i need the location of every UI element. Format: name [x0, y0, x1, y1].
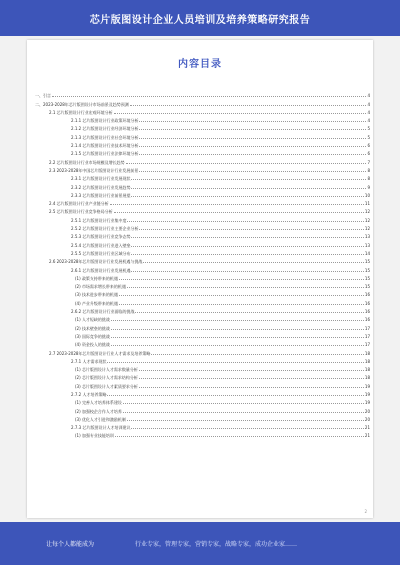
- toc-entry-page: 13: [364, 242, 370, 248]
- toc-entry-label: 2.1.5 芯片版图设计行业法律环境分析: [71, 151, 139, 157]
- toc-entry-label: 2.6.1 芯片版图设计行业发展机遇: [71, 267, 131, 273]
- toc-entry-label: 2.1.2 芯片版图设计行业经济环境分析: [71, 126, 139, 132]
- toc-title: 内容目录: [178, 59, 222, 70]
- toc-entry-label: 2.3 2023-2028年中国芯片版图设计行业发展前景: [49, 167, 139, 173]
- toc-entry-page: 5: [367, 126, 370, 132]
- toc-entry-page: 4: [367, 109, 370, 115]
- toc-entry[interactable]: [35, 389, 370, 397]
- toc-entry-page: 7: [367, 159, 370, 165]
- toc-leader-dots: [139, 370, 364, 371]
- toc-leader-dots: [119, 279, 364, 280]
- toc-entry-page: 4: [367, 93, 370, 99]
- toc-leader-dots: [127, 287, 364, 288]
- toc-entry-label: 2.5.5 芯片版图设计行业区域分布: [71, 250, 131, 256]
- toc-entry-page: 15: [364, 259, 370, 265]
- toc-leader-dots: [127, 221, 363, 222]
- toc-leader-dots: [143, 262, 363, 263]
- toc-entry[interactable]: [35, 430, 370, 438]
- report-title: 芯片版图设计企业人员培训及培养策略研究报告: [89, 14, 311, 26]
- toc-leader-dots: [135, 312, 363, 313]
- toc-entry[interactable]: [35, 314, 370, 322]
- toc-leader-dots: [110, 204, 364, 205]
- toc-entry[interactable]: [35, 405, 370, 413]
- toc-entry-label: 2.6 2023-2028年芯片版图设计行业发展机遇与挑战: [49, 259, 143, 265]
- toc-entry-label: (4) 产业升级带来的机遇: [75, 300, 118, 306]
- toc-entry-page: 12: [364, 209, 370, 215]
- toc-leader-dots: [131, 237, 363, 238]
- toc-leader-dots: [126, 163, 367, 164]
- toc-entry-page: 15: [364, 267, 370, 273]
- toc-entry-page: 17: [364, 325, 370, 331]
- toc-entry-label: (1) 芯片版图设计人才需求数量分析: [75, 367, 138, 373]
- toc-entry-page: 16: [364, 317, 370, 323]
- toc-entry-label: (1) 人才短缺的挑战: [75, 317, 110, 323]
- toc-entry-page: 18: [364, 367, 370, 373]
- toc-entry[interactable]: [35, 356, 370, 364]
- toc-leader-dots: [107, 362, 363, 363]
- toc-leader-dots: [119, 295, 364, 296]
- toc-leader-dots: [139, 129, 366, 130]
- toc-entry-page: 6: [367, 143, 370, 149]
- toc-entry-label: (1) 政策支持带来的机遇: [75, 275, 118, 281]
- toc-entry[interactable]: [35, 397, 370, 405]
- toc-leader-dots: [130, 105, 367, 106]
- toc-entry-page: 12: [364, 217, 370, 223]
- toc-leader-dots: [111, 320, 364, 321]
- toc-entry-page: 15: [364, 275, 370, 281]
- report-header-banner: [0, 0, 400, 36]
- toc-entry-label: 2.3.3 芯片版图设计行业前景展望: [71, 192, 131, 198]
- toc-entry-page: 17: [364, 333, 370, 339]
- toc-entry-label: 二、2023-2028年芯片版图设计市场前景及趋势预测: [35, 101, 129, 107]
- toc-entry-label: 2.5.2 芯片版图设计行业主要企业分析: [71, 226, 139, 232]
- toc-entry-page: 16: [364, 309, 370, 315]
- toc-entry[interactable]: [35, 331, 370, 339]
- toc-leader-dots: [111, 337, 364, 338]
- toc-entry[interactable]: [35, 281, 370, 289]
- toc-entry-page: 19: [364, 400, 370, 406]
- toc-entry-page: 11: [364, 201, 370, 207]
- toc-entry-label: 2.1.3 芯片版图设计行业社会环境分析: [71, 134, 139, 140]
- toc-entry-label: 2.1.4 芯片版图设计行业技术环境分析: [71, 143, 139, 149]
- toc-entry-page: 9: [367, 184, 370, 190]
- toc-entry[interactable]: [35, 123, 370, 131]
- toc-entry[interactable]: [35, 339, 370, 347]
- toc-leader-dots: [139, 154, 366, 155]
- toc-leader-dots: [119, 304, 364, 305]
- table-of-contents: [35, 90, 370, 438]
- toc-entry[interactable]: [35, 206, 370, 214]
- toc-entry[interactable]: [35, 273, 370, 281]
- toc-entry[interactable]: [35, 190, 370, 198]
- toc-leader-dots: [114, 113, 367, 114]
- toc-entry[interactable]: [35, 322, 370, 330]
- toc-entry[interactable]: [35, 173, 370, 181]
- toc-entry-page: 12: [364, 226, 370, 232]
- toc-entry-page: 18: [364, 358, 370, 364]
- toc-leader-dots: [111, 345, 364, 346]
- toc-entry-page: 4: [367, 118, 370, 124]
- toc-leader-dots: [131, 428, 363, 429]
- toc-entry[interactable]: [35, 264, 370, 272]
- toc-entry[interactable]: [35, 256, 370, 264]
- toc-leader-dots: [139, 146, 366, 147]
- toc-entry-label: (1) 完善人才培养体系建设: [75, 400, 122, 406]
- toc-entry-label: 2.5 芯片版图设计行业竞争格局分析: [49, 209, 113, 215]
- toc-entry-page: 18: [364, 375, 370, 381]
- toc-entry-label: (2) 加强校企合作人才培养: [75, 408, 122, 414]
- footer-slogan: 让每个人都能成为: [46, 541, 95, 548]
- toc-leader-dots: [139, 378, 364, 379]
- toc-entry-page: 14: [364, 250, 370, 256]
- toc-entry-page: 6: [367, 151, 370, 157]
- toc-leader-dots: [151, 354, 363, 355]
- toc-entry-label: 2.5.4 芯片版图设计行业进入壁垒: [71, 242, 131, 248]
- toc-entry[interactable]: [35, 372, 370, 380]
- toc-entry[interactable]: [35, 115, 370, 123]
- toc-entry-label: 2.7.1 人才需求现状: [71, 358, 107, 364]
- toc-entry-page: 21: [364, 433, 370, 439]
- toc-leader-dots: [123, 403, 364, 404]
- toc-leader-dots: [139, 138, 366, 139]
- toc-leader-dots: [131, 196, 363, 197]
- toc-entry-page: 8: [367, 167, 370, 173]
- toc-entry[interactable]: [35, 156, 370, 164]
- toc-entry-label: 2.1.1 芯片版图设计行业政策环境分析: [71, 118, 139, 124]
- document-page: [27, 40, 373, 518]
- toc-entry-label: (3) 芯片版图设计人才素质要求分析: [75, 383, 138, 389]
- toc-leader-dots: [52, 96, 366, 97]
- toc-entry-label: 2.2 芯片版图设计行业市场规模及增长趋势: [49, 159, 125, 165]
- toc-leader-dots: [107, 395, 363, 396]
- toc-entry-label: 2.1 芯片版图设计行业宏观环境分析: [49, 109, 113, 115]
- toc-entry-label: 2.3.1 芯片版图设计行业发展现状: [71, 176, 131, 182]
- toc-entry-label: (2) 市场需求增长带来的机遇: [75, 284, 126, 290]
- toc-entry[interactable]: [35, 297, 370, 305]
- toc-entry-label: (3) 技术进步带来的机遇: [75, 292, 118, 298]
- toc-entry[interactable]: [35, 165, 370, 173]
- toc-leader-dots: [131, 271, 363, 272]
- toc-entry-label: 2.3.2 芯片版图设计行业发展趋势: [71, 184, 131, 190]
- toc-entry-page: 8: [367, 176, 370, 182]
- toc-entry[interactable]: [35, 231, 370, 239]
- toc-entry-label: 2.5.1 芯片版图设计行业集中度: [71, 217, 127, 223]
- toc-entry[interactable]: [35, 181, 370, 189]
- toc-entry-page: 19: [364, 391, 370, 397]
- toc-leader-dots: [111, 329, 364, 330]
- toc-entry[interactable]: [35, 98, 370, 106]
- toc-leader-dots: [139, 229, 363, 230]
- toc-leader-dots: [127, 420, 364, 421]
- toc-entry[interactable]: [35, 198, 370, 206]
- toc-entry-label: 2.7 2023-2028年芯片版图设计行业人才需求及培养策略: [49, 350, 151, 356]
- page-number: 2: [364, 509, 367, 514]
- toc-leader-dots: [131, 188, 366, 189]
- toc-entry-label: (3) 国际竞争的挑战: [75, 333, 110, 339]
- toc-entry-page: 17: [364, 342, 370, 348]
- toc-entry[interactable]: [35, 223, 370, 231]
- toc-leader-dots: [115, 436, 364, 437]
- toc-entry-label: 2.6.2 芯片版图设计行业面临的挑战: [71, 309, 135, 315]
- toc-entry[interactable]: [35, 414, 370, 422]
- toc-leader-dots: [131, 246, 363, 247]
- toc-entry-label: (1) 加强专业技能培训: [75, 433, 114, 439]
- toc-entry-page: 4: [367, 101, 370, 107]
- toc-entry-page: 19: [364, 383, 370, 389]
- toc-entry-page: 20: [364, 408, 370, 414]
- toc-leader-dots: [139, 387, 364, 388]
- toc-entry[interactable]: [35, 347, 370, 355]
- toc-leader-dots: [123, 412, 364, 413]
- toc-entry-page: 16: [364, 292, 370, 298]
- toc-entry-label: 2.5.3 芯片版图设计行业竞争态势: [71, 234, 131, 240]
- toc-entry-page: 5: [367, 134, 370, 140]
- toc-leader-dots: [131, 179, 366, 180]
- toc-entry[interactable]: [35, 140, 370, 148]
- toc-entry[interactable]: [35, 239, 370, 247]
- toc-entry-label: 2.4 芯片版图设计行业产业链分析: [49, 201, 109, 207]
- toc-entry[interactable]: [35, 306, 370, 314]
- toc-entry-page: 15: [364, 284, 370, 290]
- toc-entry[interactable]: [35, 289, 370, 297]
- toc-leader-dots: [131, 254, 363, 255]
- toc-entry-page: 21: [364, 425, 370, 431]
- toc-entry-label: (2) 技术壁垒的挑战: [75, 325, 110, 331]
- toc-entry[interactable]: [35, 148, 370, 156]
- toc-entry-label: 2.7.3 芯片版图设计人才培训建议: [71, 425, 131, 431]
- toc-entry[interactable]: [35, 364, 370, 372]
- footer-banner: [0, 522, 400, 565]
- toc-leader-dots: [139, 121, 366, 122]
- toc-entry[interactable]: [35, 214, 370, 222]
- toc-entry-page: 10: [364, 192, 370, 198]
- toc-entry-label: (4) 资金投入的挑战: [75, 342, 110, 348]
- footer-tagline: 行业专家，管理专家，营销专家，战略专家，成功企业家……: [135, 541, 298, 548]
- toc-entry[interactable]: [35, 248, 370, 256]
- toc-entry-label: 一、引言: [35, 93, 51, 99]
- toc-entry-label: (2) 芯片版图设计人才需求结构分析: [75, 375, 138, 381]
- toc-entry[interactable]: [35, 380, 370, 388]
- toc-entry[interactable]: [35, 422, 370, 430]
- toc-entry-label: 2.7.2 人才培养策略: [71, 391, 107, 397]
- toc-entry[interactable]: [35, 131, 370, 139]
- toc-entry[interactable]: [35, 107, 370, 115]
- toc-entry-page: 20: [364, 416, 370, 422]
- toc-entry-page: 13: [364, 234, 370, 240]
- toc-entry[interactable]: [35, 90, 370, 98]
- toc-entry-label: (3) 优化人才引进和激励机制: [75, 416, 126, 422]
- toc-leader-dots: [114, 212, 364, 213]
- toc-entry-page: 18: [364, 350, 370, 356]
- toc-leader-dots: [139, 171, 366, 172]
- toc-entry-page: 16: [364, 300, 370, 306]
